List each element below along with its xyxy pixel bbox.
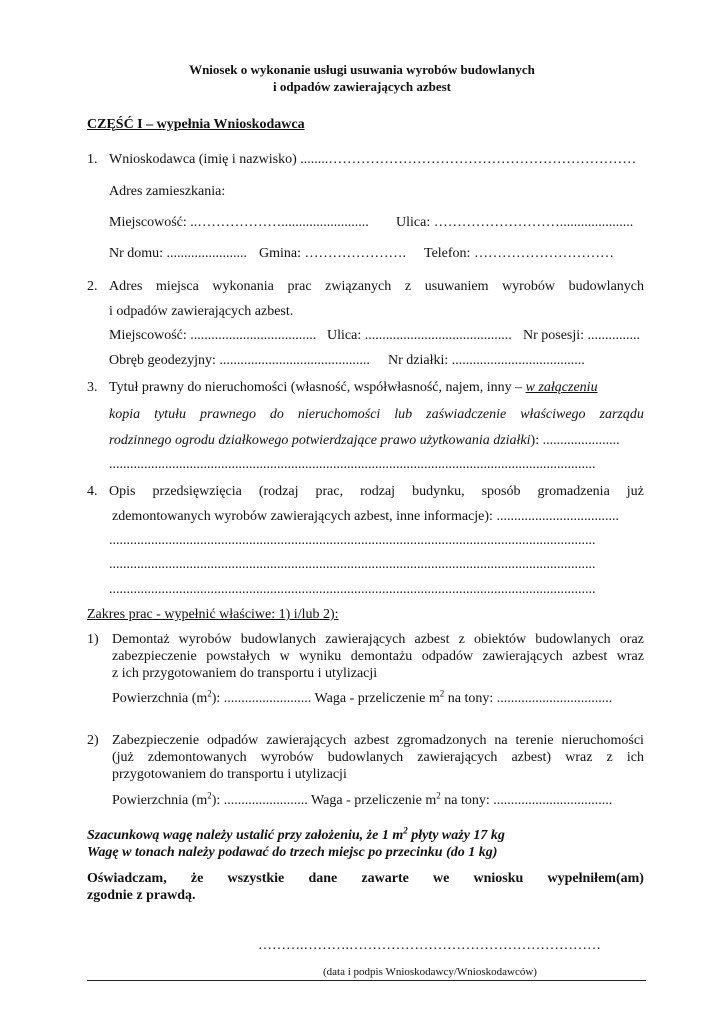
scope-heading: Zakres prac - wypełnić właściwe: 1) i/lub 2): xyxy=(87,607,339,622)
option2-number[interactable]: 2) xyxy=(87,733,99,748)
word: zarządu xyxy=(599,407,644,422)
applicant-house-number-field[interactable]: Nr domu: ....................... xyxy=(109,246,248,261)
title-line-2: i odpadów zawierających azbest xyxy=(272,79,451,94)
word: demontażu xyxy=(350,649,413,664)
word: oraz xyxy=(619,632,644,647)
weight-note-line-2: Wagę w tonach należy podawać do trzech miejsc po przecinku (do 1 kg) xyxy=(87,845,498,860)
precinct-field[interactable]: Obręb geodezyjny: ........................................... xyxy=(109,353,370,368)
legal-title-text: Tytuł prawny do nieruchomości (własność, współwłasność, najem, inny – xyxy=(109,380,523,395)
word: w xyxy=(279,649,290,664)
word: z xyxy=(458,632,465,647)
word: zawierających xyxy=(266,733,347,748)
option1-line1 xyxy=(112,632,644,648)
item2-number: 2. xyxy=(87,279,98,294)
word: tytułu xyxy=(154,407,186,422)
project-description-field[interactable]: zdemontowanych wyrobów zawierających azbest, inne informacje): ................................... xyxy=(112,509,619,524)
word: wraz xyxy=(616,649,644,664)
weight-field[interactable]: na tony: .................................. xyxy=(440,793,613,808)
item1-number: 1. xyxy=(87,152,98,167)
signature-field[interactable]: ……….……….……………………………………………… xyxy=(258,938,601,953)
word: zawierających xyxy=(482,649,563,664)
attachment-note: w załączeniu xyxy=(525,380,598,395)
option1-area-weight-field[interactable] xyxy=(112,688,613,707)
word: budynku, xyxy=(412,484,465,499)
declaration-line-2: zgodnie z prawdą. xyxy=(87,888,196,903)
word: już xyxy=(626,484,644,499)
word: prac xyxy=(287,279,312,294)
area-label: Powierzchnia (m xyxy=(112,691,208,706)
word: zabezpieczenie xyxy=(112,649,197,664)
exponent: 2 xyxy=(436,790,441,801)
weight-field[interactable]: na tony: ................................. xyxy=(444,691,613,706)
document-title xyxy=(0,62,724,95)
word: kopia xyxy=(109,407,141,422)
word: zdemontowanych xyxy=(147,750,247,765)
word: wraz xyxy=(565,750,593,765)
word: odpadów xyxy=(206,733,259,748)
word: we xyxy=(433,871,450,886)
word: nieruchomości xyxy=(297,407,381,422)
word: budowlanych xyxy=(327,750,404,765)
property-number-field[interactable]: Nr posesji: ............... xyxy=(523,328,641,343)
word: ich xyxy=(626,750,644,765)
word: wypełniłem(am) xyxy=(547,871,644,886)
item2-line2: i odpadów zawierających azbest. xyxy=(109,304,294,319)
word: wyrobów xyxy=(178,632,232,647)
area-field[interactable]: ): ........................ Waga - przeliczenie m xyxy=(211,793,437,808)
word: azbest) xyxy=(511,750,552,765)
word: Oświadczam, xyxy=(87,871,167,886)
description-line-3-field[interactable]: ........................................................................................................................................... xyxy=(109,582,596,597)
word: obiektów xyxy=(473,632,527,647)
item4-number: 4. xyxy=(87,484,98,499)
exponent: 2 xyxy=(439,688,445,699)
word: lub xyxy=(394,407,413,422)
signature-caption: (data i podpis Wnioskodawcy/Wnioskodawców) xyxy=(323,966,537,978)
word: wniosku xyxy=(473,871,524,886)
item3-number: 3. xyxy=(87,380,98,395)
word: wyrobów xyxy=(260,750,314,765)
legal-title-italic: rodzinnego ogrodu działkowego potwierdzające prawo użytkowania działki xyxy=(109,433,531,448)
address-label: Adres zamieszkania: xyxy=(109,184,226,199)
word: zawierających xyxy=(417,750,498,765)
word: na xyxy=(494,733,508,748)
description-line-2-field[interactable]: ........................................................................................................................................... xyxy=(109,557,596,572)
item2-line1 xyxy=(109,279,644,295)
word: wszystkie xyxy=(227,871,285,886)
word: wyniku xyxy=(299,649,342,664)
footer-divider xyxy=(87,980,646,981)
exponent: 2 xyxy=(207,790,212,801)
word: azbest xyxy=(354,733,390,748)
word: wykonania xyxy=(212,279,274,294)
option2-line1 xyxy=(112,733,644,749)
declaration-line-1 xyxy=(87,871,644,887)
word: rodzaj xyxy=(360,484,396,499)
weight-note-line-1 xyxy=(87,825,505,844)
word: miejsca xyxy=(156,279,199,294)
item3-line2 xyxy=(109,407,644,423)
title-line-1: Wniosek o wykonanie usługi usuwania wyrobów budowlanych xyxy=(189,62,535,77)
word: Demontaż xyxy=(112,632,170,647)
item4-line1 xyxy=(109,484,644,500)
word: związanych xyxy=(325,279,392,294)
word: dane xyxy=(308,871,338,886)
work-town-field[interactable]: Miejscowość: .................................... xyxy=(109,328,317,343)
word: wyrobów xyxy=(502,279,555,294)
description-line-1-field[interactable]: ........................................................................................................................................... xyxy=(109,533,596,548)
option2-line2 xyxy=(112,750,644,766)
word: Opis xyxy=(109,484,136,499)
part1-heading: CZĘŚĆ I – wypełnia Wnioskodawca xyxy=(87,117,305,132)
word: prawnego xyxy=(199,407,256,422)
option1-line3: z ich przygotowaniem do transportu i utylizacji xyxy=(112,666,378,681)
word: (już xyxy=(112,750,134,765)
note-text: płyty waży 17 kg xyxy=(407,828,505,843)
word: sposób xyxy=(481,484,521,499)
exponent: 2 xyxy=(207,688,212,699)
word: prac, xyxy=(315,484,344,499)
item3-line3[interactable] xyxy=(109,433,620,449)
word: właściwego xyxy=(520,407,586,422)
option2-line3: przygotowaniem do transportu i utylizacji xyxy=(112,767,347,782)
word: budowlanych xyxy=(568,279,644,294)
word: do xyxy=(269,407,284,422)
word: zawarte xyxy=(361,871,409,886)
applicant-name-field[interactable]: Wnioskodawca (imię i nazwisko) ........………………………………………………………… xyxy=(109,152,637,167)
applicant-town-field[interactable]: Miejscowość: ..………………......................... xyxy=(109,215,369,230)
word: z xyxy=(606,750,613,765)
word: zgromadzonych xyxy=(397,733,487,748)
area-label: Powierzchnia (m xyxy=(112,793,208,808)
area-field[interactable]: ): ......................... Waga - przeliczenie m xyxy=(211,691,440,706)
word: że xyxy=(190,871,204,886)
word: z xyxy=(404,279,412,294)
exponent: 2 xyxy=(403,825,408,836)
word: nieruchomości xyxy=(561,733,644,748)
item3-line1 xyxy=(109,380,598,396)
word: gromadzenia xyxy=(537,484,610,499)
option1-number[interactable]: 1) xyxy=(87,632,99,647)
legal-title-field[interactable]: ): ...................... xyxy=(530,433,620,448)
word: Adres xyxy=(109,279,143,294)
word: terenie xyxy=(515,733,554,748)
word: przedsięwzięcia xyxy=(152,484,242,499)
work-street-field[interactable]: Ulica: .......................................... xyxy=(327,328,512,343)
option1-line2 xyxy=(112,649,644,665)
word: (rodzaj xyxy=(258,484,299,499)
word: zaświadczenie xyxy=(426,407,507,422)
applicant-commune-field[interactable]: Gmina: …………………. xyxy=(259,246,406,261)
applicant-phone-field[interactable]: Telefon: ………………………… xyxy=(424,246,614,261)
applicant-street-field[interactable]: Ulica: ………………………..................... xyxy=(396,215,634,230)
word: azbest xyxy=(572,649,608,664)
legal-title-continuation-field[interactable]: ........................................................................................................................................... xyxy=(109,457,596,472)
option2-area-weight-field[interactable] xyxy=(112,790,613,809)
word: Zabezpieczenie xyxy=(112,733,200,748)
word: usuwaniem xyxy=(424,279,489,294)
word: zawierających xyxy=(325,632,406,647)
word: azbest xyxy=(414,632,450,647)
plot-number-field[interactable]: Nr działki: ...................................... xyxy=(388,353,585,368)
word: budowlanych xyxy=(240,632,317,647)
word: powstałych xyxy=(206,649,271,664)
word: budowlanych xyxy=(535,632,611,647)
note-text: Szacunkową wagę należy ustalić przy założeniu, że 1 m xyxy=(87,828,404,843)
word: odpadów xyxy=(421,649,474,664)
